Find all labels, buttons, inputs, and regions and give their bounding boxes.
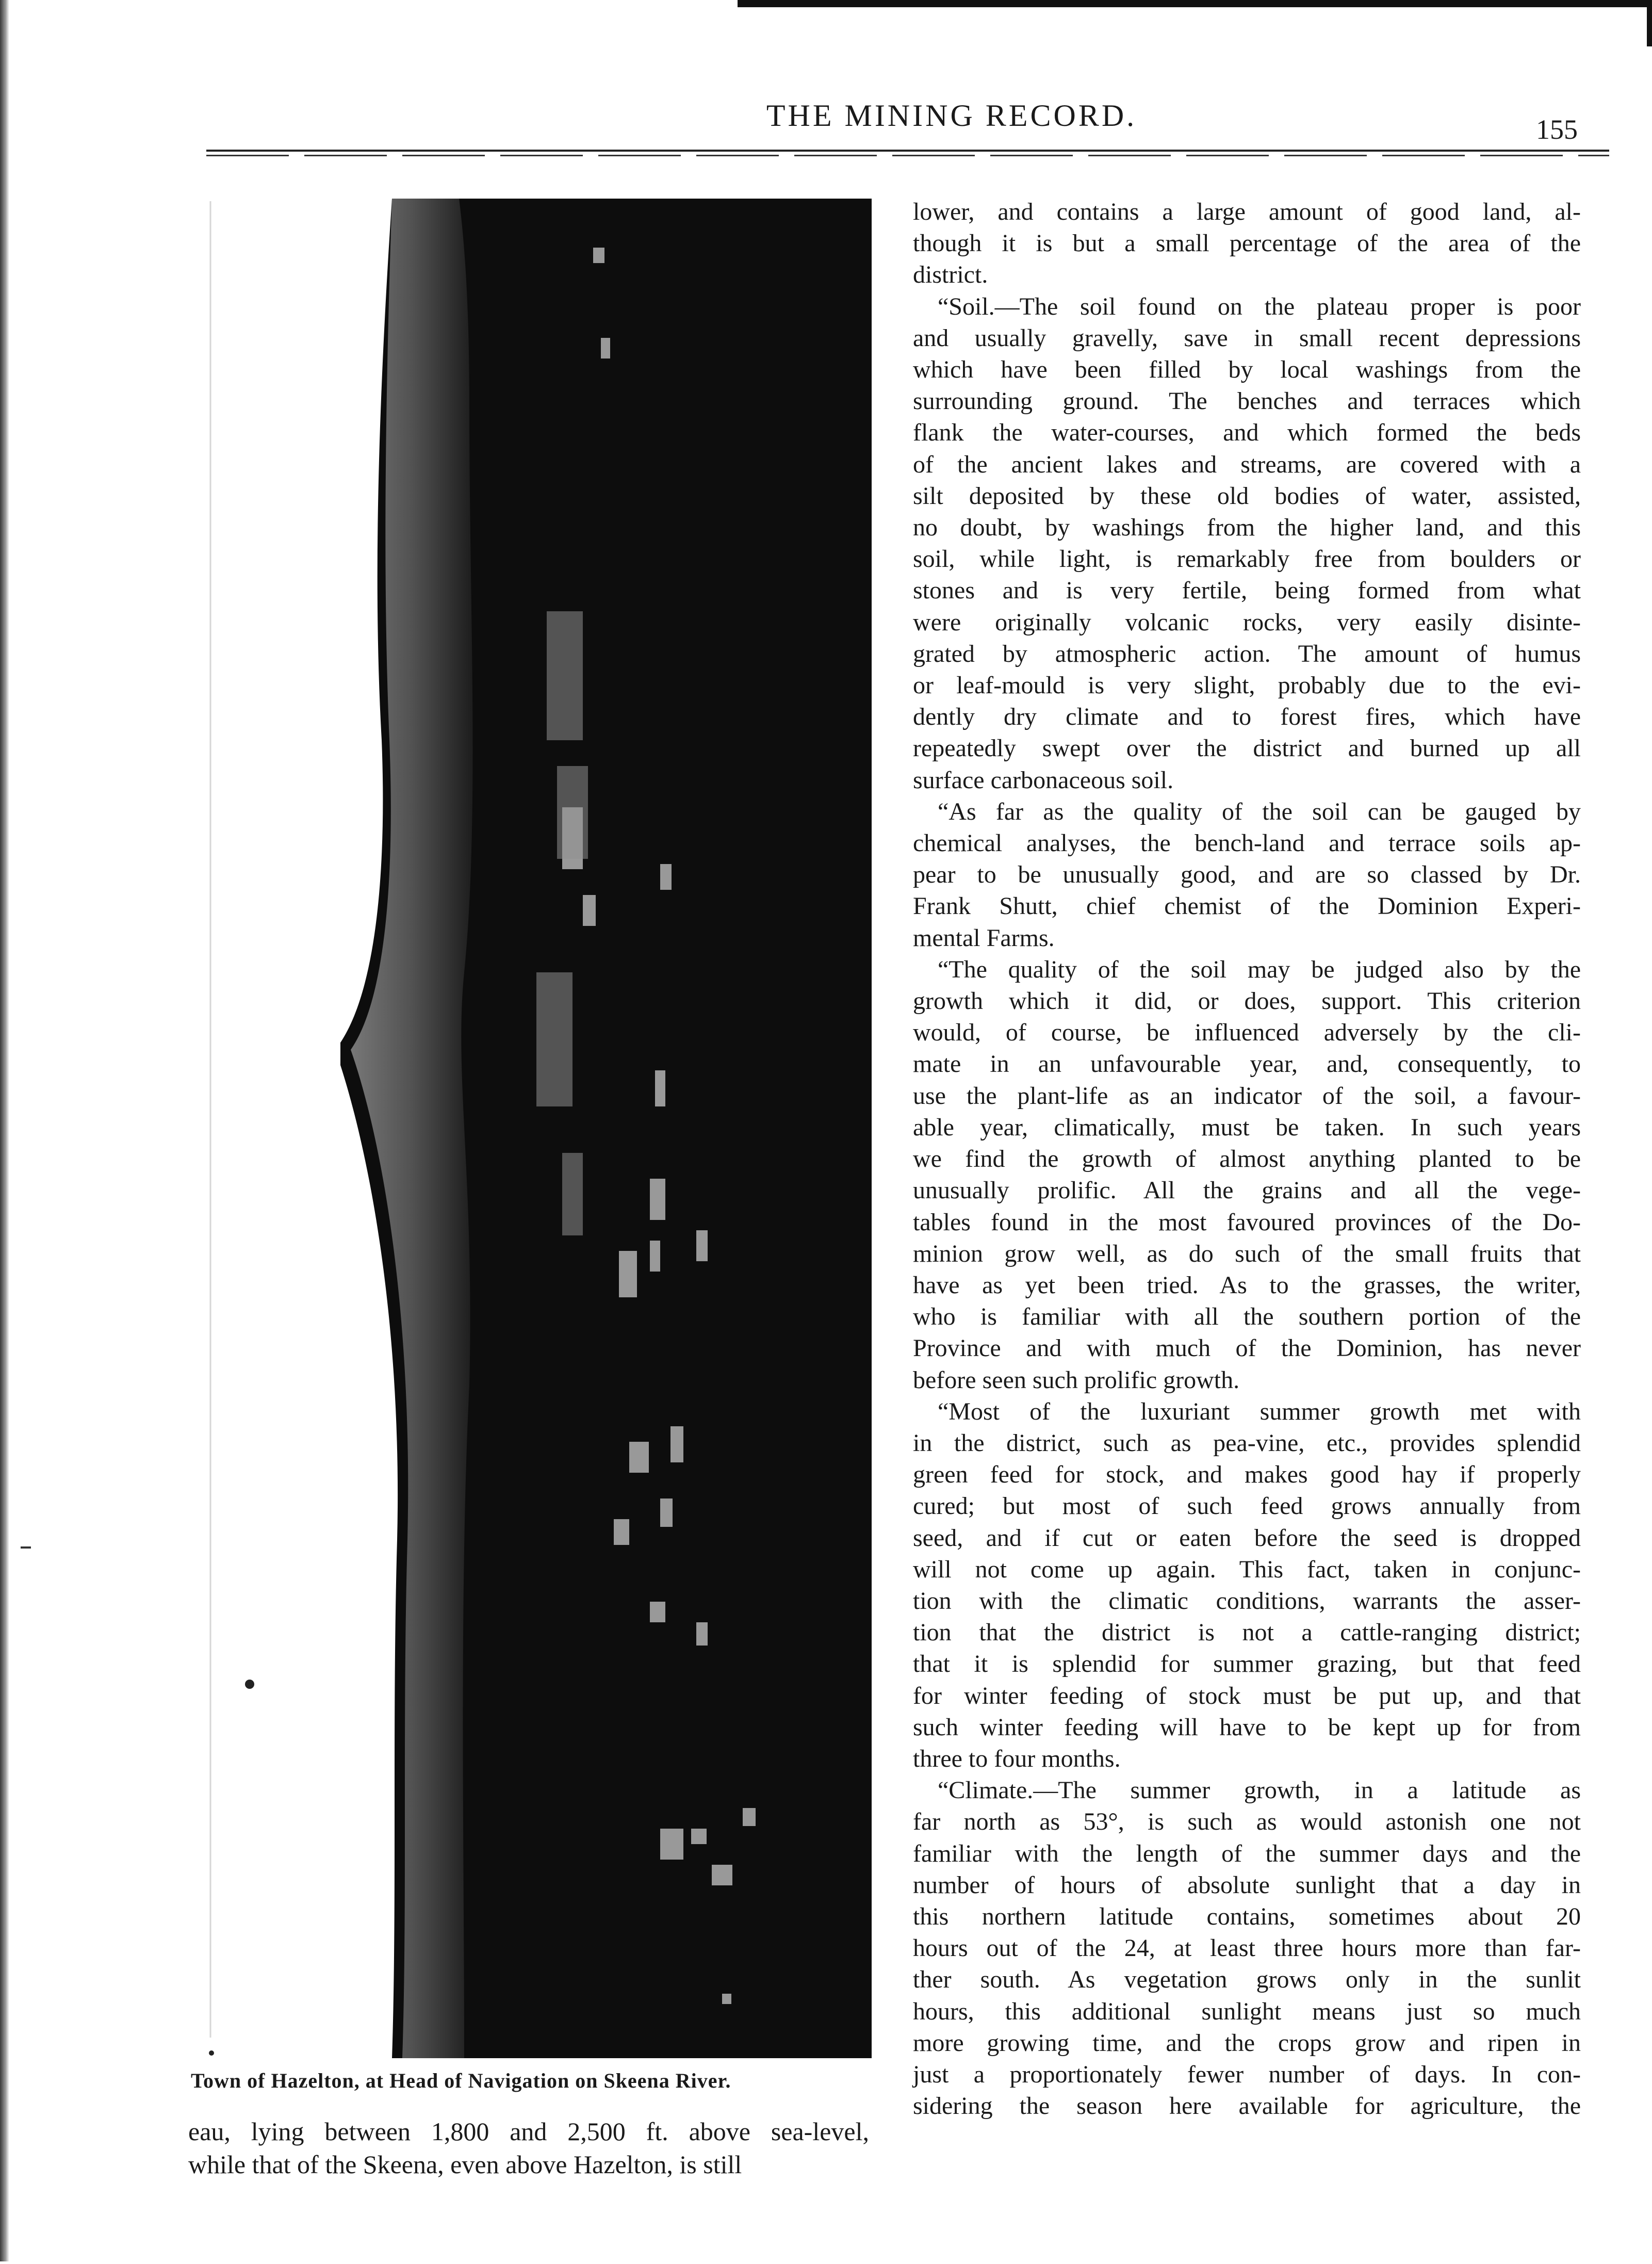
paragraph xyxy=(913,1396,1581,1774)
text-line: which have been filled by local washings from the xyxy=(913,356,1581,384)
header-rule xyxy=(206,150,1609,159)
text-line: sidering the season here available for agriculture, the xyxy=(913,2092,1581,2120)
running-head: THE MINING RECORD. xyxy=(766,99,1137,133)
text-line: district. xyxy=(913,261,988,289)
text-line: cured; but most of such feed grows annually from xyxy=(913,1492,1581,1520)
left-column-text xyxy=(188,2115,869,2181)
figure-caption: Town of Hazelton, at Head of Navigation on Skeena River. xyxy=(191,2069,731,2092)
text-line: unusually prolific. All the grains and all the vege- xyxy=(913,1177,1581,1204)
text-line: tables found in the most favoured provinces of the Do- xyxy=(913,1208,1581,1236)
scan-margin-marks xyxy=(0,0,309,2261)
text-line: while that of the Skeena, even above Hazelton, is still xyxy=(188,2150,742,2179)
text-line: surface carbonaceous soil. xyxy=(913,766,1174,794)
text-line: familiar with the length of the summer days and the xyxy=(913,1839,1581,1867)
text-line: hours, this additional sunlight means just so much xyxy=(913,1997,1581,2025)
text-line: “Climate.—The summer growth, in a latitude as xyxy=(938,1777,1581,1804)
paragraph xyxy=(913,796,1581,954)
text-line: more growing time, and the crops grow and ripen in xyxy=(913,2029,1581,2057)
text-line: would, of course, be influenced adversely by the cli- xyxy=(913,1019,1581,1047)
text-line: use the plant-life as an indicator of the soil, a favour- xyxy=(913,1082,1581,1110)
text-line: number of hours of absolute sunlight that a day in xyxy=(913,1871,1581,1899)
text-line: flank the water-courses, and which formed the beds xyxy=(913,419,1581,447)
paragraph xyxy=(913,1774,1581,2122)
text-line: for winter feeding of stock must be put up, and that xyxy=(913,1682,1581,1709)
paragraph xyxy=(913,291,1581,796)
text-line: chemical analyses, the bench-land and terrace soils ap- xyxy=(913,829,1581,857)
text-line: dently dry climate and to forest fires, which have xyxy=(913,703,1581,731)
text-line: able year, climatically, must be taken. In such years xyxy=(913,1113,1581,1141)
header-rule-line xyxy=(206,150,1609,152)
text-line: of the ancient lakes and streams, are covered with a xyxy=(913,450,1581,478)
text-line: grated by atmospheric action. The amount of humus xyxy=(913,640,1581,667)
page-right-edge xyxy=(1647,0,1652,46)
text-line: repeatedly swept over the district and burned up all xyxy=(913,735,1581,762)
text-line: “Most of the luxuriant summer growth met with xyxy=(938,1397,1581,1425)
text-line: or leaf-mould is very slight, probably due to the evi- xyxy=(913,672,1581,699)
paragraph xyxy=(913,954,1581,1396)
text-line: tion that the district is not a cattle-ranging district; xyxy=(913,1619,1581,1647)
text-line: Province and with much of the Dominion, has never xyxy=(913,1334,1581,1362)
text-line: no doubt, by washings from the higher land, and this xyxy=(913,514,1581,542)
page-number: 155 xyxy=(1536,114,1578,145)
text-line: though it is but a small percentage of the area of the xyxy=(913,230,1581,257)
text-line: eau, lying between 1,800 and 2,500 ft. above sea-level, xyxy=(188,2117,869,2146)
text-line: three to four months. xyxy=(913,1745,1121,1772)
text-line: surrounding ground. The benches and terraces which xyxy=(913,387,1581,415)
text-line: “The quality of the soil may be judged also by the xyxy=(938,955,1581,983)
text-line: silt deposited by these old bodies of water, assisted, xyxy=(913,482,1581,510)
text-line: mate in an unfavourable year, and, consequently, to xyxy=(913,1050,1581,1078)
text-line: were originally volcanic rocks, very easily disinte- xyxy=(913,608,1581,636)
text-line: before seen such prolific growth. xyxy=(913,1366,1240,1394)
text-line: just a proportionately fewer number of days. In con- xyxy=(913,2060,1581,2088)
text-line: tion with the climatic conditions, warrants the asser- xyxy=(913,1587,1581,1615)
text-line: who is familiar with all the southern portion of the xyxy=(913,1303,1581,1331)
text-line: pear to be unusually good, and are so classed by Dr. xyxy=(913,861,1581,889)
text-line: will not come up again. This fact, taken in conjunc- xyxy=(913,1555,1581,1583)
text-line: growth which it did, or does, support. This criterion xyxy=(913,987,1581,1015)
text-line: Frank Shutt, chief chemist of the Dominion Experi- xyxy=(913,892,1581,920)
text-line: hours out of the 24, at least three hours more than far- xyxy=(913,1934,1581,1962)
text-line: seed, and if cut or eaten before the seed is dropped xyxy=(913,1524,1581,1552)
text-line: in the district, such as pea-vine, etc., provides splendid xyxy=(913,1429,1581,1457)
text-line: lower, and contains a large amount of good land, al- xyxy=(913,198,1581,225)
text-line: minion grow well, as do such of the small fruits that xyxy=(913,1240,1581,1267)
header-rule-dashed-line xyxy=(206,155,1609,156)
text-line: have as yet been tried. As to the grasses, the writer, xyxy=(913,1271,1581,1299)
right-column-text xyxy=(913,196,1581,2122)
text-line: we find the growth of almost anything planted to be xyxy=(913,1145,1581,1173)
text-line: “As far as the quality of the soil can be gauged by xyxy=(938,797,1581,825)
text-line: stones and is very fertile, being formed from what xyxy=(913,577,1581,605)
page-header xyxy=(206,98,1609,160)
text-line: “Soil.—The soil found on the plateau proper is poor xyxy=(938,292,1581,320)
text-line: far north as 53°, is such as would astonish one not xyxy=(913,1808,1581,1836)
hazelton-photograph xyxy=(340,199,872,2058)
text-line: ther south. As vegetation grows only in the sunlit xyxy=(913,1966,1581,1994)
page-top-edge xyxy=(738,0,1652,7)
text-line: soil, while light, is remarkably free from boulders or xyxy=(913,545,1581,573)
text-line: mental Farms. xyxy=(913,924,1055,952)
text-line: this northern latitude contains, sometimes about 20 xyxy=(913,1902,1581,1930)
paragraph xyxy=(913,196,1581,291)
text-line: green feed for stock, and makes good hay if properly xyxy=(913,1461,1581,1489)
text-line: that it is splendid for summer grazing, but that feed xyxy=(913,1650,1581,1678)
text-line: such winter feeding will have to be kept up for from xyxy=(913,1713,1581,1741)
text-line: and usually gravelly, save in small recent depressions xyxy=(913,324,1581,352)
